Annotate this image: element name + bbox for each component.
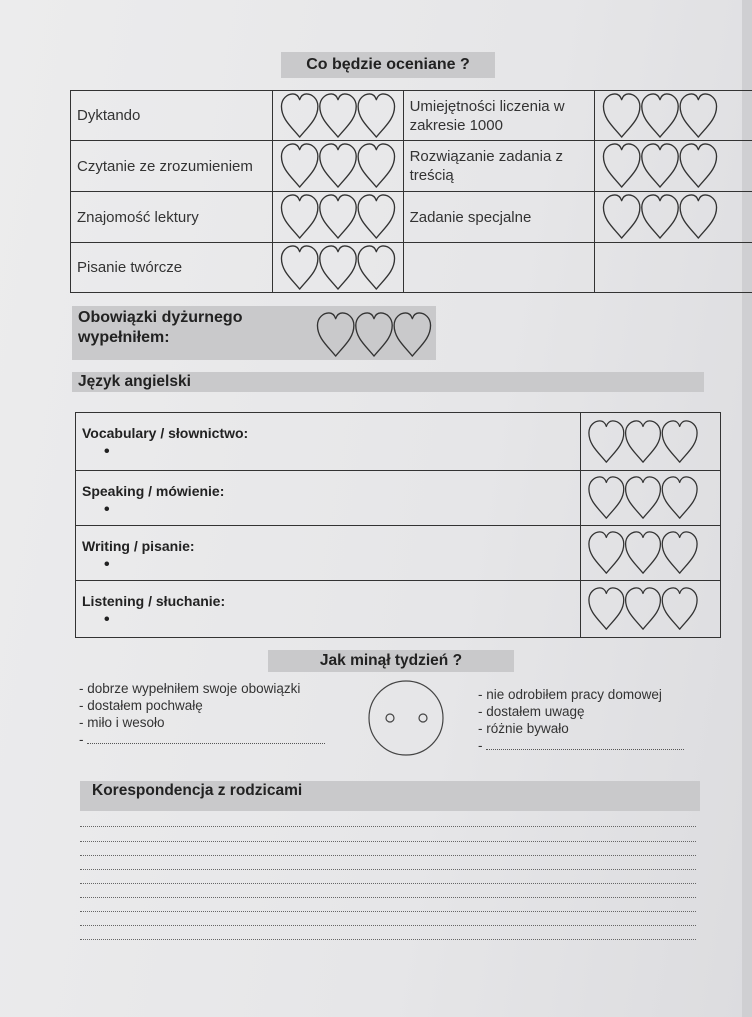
table-row [71, 243, 752, 293]
grading-table [70, 90, 752, 293]
heart-outline-icon[interactable] [601, 143, 719, 189]
table-row [76, 526, 721, 581]
subject-label: Zadanie specjalne [403, 192, 595, 243]
table-row [76, 581, 721, 638]
list-item [79, 731, 325, 748]
heart-outline-icon[interactable] [279, 245, 397, 291]
subject-label: Rozwiązanie zadania z treścią [403, 141, 595, 192]
fill-in-line[interactable] [486, 739, 684, 750]
rating-cell [581, 471, 721, 526]
list-item: - dostałem uwagę [478, 704, 585, 719]
skill-label: Speaking / mówienie: [82, 483, 225, 499]
heart-outline-icon[interactable] [587, 531, 699, 575]
rating-cell [595, 243, 752, 293]
rating-cell [272, 243, 403, 293]
english-section-title: Język angielski [72, 372, 704, 392]
writing-line[interactable] [80, 826, 696, 827]
grading-section-title: Co będzie oceniane ? [281, 52, 495, 78]
writing-line[interactable] [80, 855, 696, 856]
heart-outline-icon[interactable] [279, 93, 397, 139]
writing-line[interactable] [80, 911, 696, 912]
skill-cell [76, 581, 581, 638]
writing-line[interactable] [80, 925, 696, 926]
list-item [478, 737, 684, 754]
writing-line[interactable] [80, 897, 696, 898]
heart-outline-icon[interactable] [601, 194, 719, 240]
list-item: - różnie bywało [478, 721, 569, 736]
writing-line[interactable] [80, 939, 696, 940]
rating-cell [272, 141, 403, 192]
rating-cell [581, 413, 721, 471]
duty-label-line1: Obowiązki dyżurnego [78, 309, 243, 326]
subject-label: Dyktando [71, 91, 273, 141]
writing-line[interactable] [80, 869, 696, 870]
list-item: - dostałem pochwałę [79, 698, 203, 713]
list-item: - nie odrobiłem pracy domowej [478, 687, 662, 702]
list-item: - miło i wesoło [79, 715, 165, 730]
table-row [71, 192, 752, 243]
correspondence-section-title: Korespondencja z rodzicami [80, 781, 700, 811]
table-row [71, 91, 752, 141]
duty-label [78, 308, 242, 348]
bullet: • [104, 556, 110, 573]
blank-face-icon [366, 680, 446, 760]
rating-cell [595, 141, 752, 192]
duty-label-line2: wypełniłem: [78, 329, 170, 346]
subject-label: Umiejętności liczenia w zakresie 1000 [403, 91, 595, 141]
skill-cell [76, 526, 581, 581]
writing-line[interactable] [80, 883, 696, 884]
rating-cell [595, 91, 752, 141]
list-item: - dobrze wypełniłem swoje obowiązki [79, 681, 301, 696]
fill-in-line[interactable] [87, 733, 325, 744]
bullet: • [104, 611, 110, 628]
list-item-dash: - [478, 738, 487, 753]
list-item-dash: - [79, 732, 88, 747]
rating-cell [581, 581, 721, 638]
rating-cell [272, 91, 403, 141]
bullet: • [104, 501, 110, 518]
week-bad-list [478, 686, 684, 754]
heart-outline-icon[interactable] [279, 194, 397, 240]
skill-label: Writing / pisanie: [82, 538, 195, 554]
week-good-list [79, 680, 325, 748]
skill-cell [76, 471, 581, 526]
table-row [76, 413, 721, 471]
table-row [76, 471, 721, 526]
skill-label: Vocabulary / słownictwo: [82, 425, 249, 441]
writing-line[interactable] [80, 841, 696, 842]
heart-outline-icon[interactable] [279, 143, 397, 189]
rating-cell [581, 526, 721, 581]
heart-outline-icon[interactable] [587, 587, 699, 631]
subject-label: Pisanie twórcze [71, 243, 273, 293]
subject-label: Znajomość lektury [71, 192, 273, 243]
skill-label: Listening / słuchanie: [82, 593, 226, 609]
rating-cell [595, 192, 752, 243]
heart-outline-icon[interactable] [587, 420, 699, 464]
heart-outline-icon[interactable] [601, 93, 719, 139]
rating-cell [272, 192, 403, 243]
heart-outline-icon[interactable] [587, 476, 699, 520]
heart-outline-icon[interactable] [315, 312, 433, 358]
english-table [75, 412, 721, 638]
skill-cell [76, 413, 581, 471]
subject-label [403, 243, 595, 293]
table-row [71, 141, 752, 192]
subject-label: Czytanie ze zrozumieniem [71, 141, 273, 192]
bullet: • [104, 443, 110, 460]
week-section-title: Jak minął tydzień ? [268, 650, 514, 672]
